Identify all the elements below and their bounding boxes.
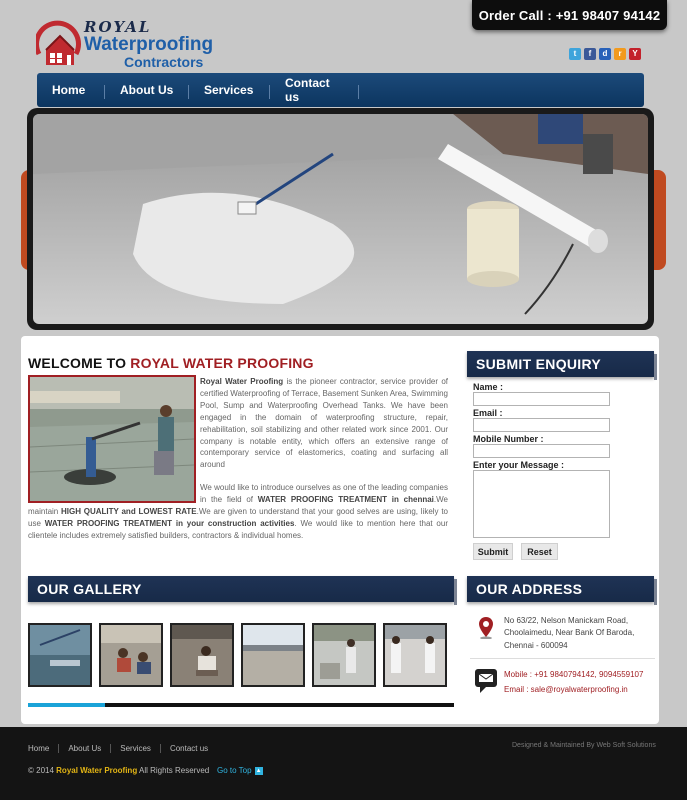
welcome-para1: is the pioneer contractor, service provider of certified Waterproofing of Terrace, Basement Sunken Area, Swimming Pool, Sump and Waterproofing Overhead Tanks. We have been engaged in the domain of waterproofing structure, repair, rehabilitation, soil stabilizing and other related work since 2001. Our company is notable entity, which offers an extensive range of contemporary service of elastomerics, coating and surfacing all around bbox=[200, 377, 448, 470]
footer-credit[interactable]: Designed & Maintained By Web Soft Solutions bbox=[512, 742, 656, 749]
email-input[interactable] bbox=[473, 418, 610, 432]
gallery-header: OUR GALLERY bbox=[28, 576, 454, 602]
yahoo-icon[interactable]: Y bbox=[629, 48, 641, 60]
welcome-title bbox=[28, 355, 314, 371]
email-label: Email : bbox=[473, 408, 503, 418]
nav-contact-us[interactable]: Contact us bbox=[270, 73, 359, 107]
gallery-thumb[interactable] bbox=[383, 623, 447, 687]
logo[interactable] bbox=[36, 20, 236, 72]
welcome-para2-d: HIGH QUALITY and LOWEST RATE bbox=[61, 507, 197, 517]
address-mobile: Mobile : +91 9840794142, 9094559107 bbox=[504, 670, 644, 679]
address-email-row bbox=[504, 684, 628, 697]
logo-waterproofing: Waterproofing bbox=[84, 34, 214, 55]
footer-nav bbox=[28, 744, 217, 753]
address-line-1: No 63/22, Nelson Manickam Road, bbox=[504, 616, 629, 625]
arrow-up-icon: ▲ bbox=[255, 767, 262, 774]
message-label: Enter your Message : bbox=[473, 460, 565, 470]
copyright-suffix: All Rights Reserved bbox=[138, 766, 210, 775]
map-pin-icon bbox=[479, 617, 493, 639]
delicious-icon[interactable]: d bbox=[599, 48, 611, 60]
facebook-icon[interactable]: f bbox=[584, 48, 596, 60]
welcome-text bbox=[28, 376, 448, 553]
enquiry-header: SUBMIT ENQUIRY bbox=[467, 351, 654, 377]
footer-nav-contact-us[interactable]: Contact us bbox=[160, 744, 217, 753]
welcome-para2-g: . We would like to mention here that our clientele includes extremely satisfied builders, contractors & individual homes. bbox=[28, 518, 448, 540]
nav-about-us[interactable]: About Us bbox=[105, 73, 189, 107]
mobile-input[interactable] bbox=[473, 444, 610, 458]
welcome-para2-e: .We are given to understand that your good selves are using, likely to use bbox=[28, 507, 448, 528]
reset-button[interactable]: Reset bbox=[521, 543, 558, 560]
gallery-thumb[interactable] bbox=[28, 623, 92, 687]
gallery-thumb[interactable] bbox=[99, 623, 163, 687]
gallery-scrollbar-thumb[interactable] bbox=[28, 703, 105, 707]
address-email[interactable]: sale@royalwaterproofing.in bbox=[530, 685, 628, 694]
gallery-thumb[interactable] bbox=[241, 623, 305, 687]
footer-nav-services[interactable]: Services bbox=[110, 744, 160, 753]
footer-nav-about-us[interactable]: About Us bbox=[58, 744, 110, 753]
twitter-icon[interactable]: t bbox=[569, 48, 581, 60]
address-line-2: Choolaimedu, Near Bank Of Baroda, bbox=[504, 628, 635, 637]
mail-icon bbox=[475, 669, 497, 693]
welcome-para2-c: .We maintain bbox=[28, 495, 448, 517]
main-nav bbox=[37, 73, 644, 107]
go-to-top-link[interactable] bbox=[217, 766, 263, 775]
welcome-para2-a: We would like to introduce ourselves as one of the leading companies in the field of bbox=[200, 483, 448, 505]
address-line-3: Chennai - 600094 bbox=[504, 641, 568, 650]
nav-home[interactable]: Home bbox=[37, 73, 105, 107]
gallery-thumb[interactable] bbox=[312, 623, 376, 687]
nav-services[interactable]: Services bbox=[189, 73, 270, 107]
address-divider bbox=[470, 658, 655, 659]
message-textarea[interactable] bbox=[473, 470, 610, 538]
name-input[interactable] bbox=[473, 392, 610, 406]
slider-side-right bbox=[654, 170, 666, 270]
footer-copyright bbox=[28, 766, 209, 775]
name-label: Name : bbox=[473, 382, 504, 392]
welcome-title-prefix: WELCOME TO bbox=[28, 355, 127, 371]
footer-nav-home[interactable]: Home bbox=[28, 744, 50, 753]
welcome-title-brand: ROYAL WATER PROOFING bbox=[130, 355, 314, 371]
logo-contractors: Contractors bbox=[124, 54, 204, 70]
footer bbox=[0, 727, 687, 800]
address-email-label: Email : bbox=[504, 685, 531, 694]
go-to-top-label: Go to Top bbox=[217, 766, 252, 775]
welcome-para2-b: WATER PROOFING TREATMENT in chennai bbox=[257, 495, 434, 505]
hero-slide-image bbox=[33, 114, 648, 324]
order-call-banner: Order Call : +91 98407 94142 bbox=[472, 0, 667, 30]
gallery-thumb[interactable] bbox=[170, 623, 234, 687]
copyright-year: © 2014 bbox=[28, 766, 54, 775]
social-links bbox=[569, 48, 641, 60]
rss-icon[interactable]: r bbox=[614, 48, 626, 60]
gallery-strip bbox=[28, 623, 447, 687]
welcome-brand: Royal Water Proofing bbox=[200, 377, 284, 386]
house-logo-icon bbox=[36, 20, 84, 72]
logo-royal: ROYAL bbox=[84, 18, 152, 36]
hero-slider[interactable] bbox=[27, 108, 654, 330]
welcome-para2-f: WATER PROOFING TREATMENT in your construction activities bbox=[44, 518, 295, 528]
copyright-brand: Royal Water Proofing bbox=[56, 766, 138, 775]
gallery-scrollbar[interactable] bbox=[28, 703, 454, 707]
mobile-label: Mobile Number : bbox=[473, 434, 544, 444]
address-header: OUR ADDRESS bbox=[467, 576, 654, 602]
submit-button[interactable]: Submit bbox=[473, 543, 513, 560]
